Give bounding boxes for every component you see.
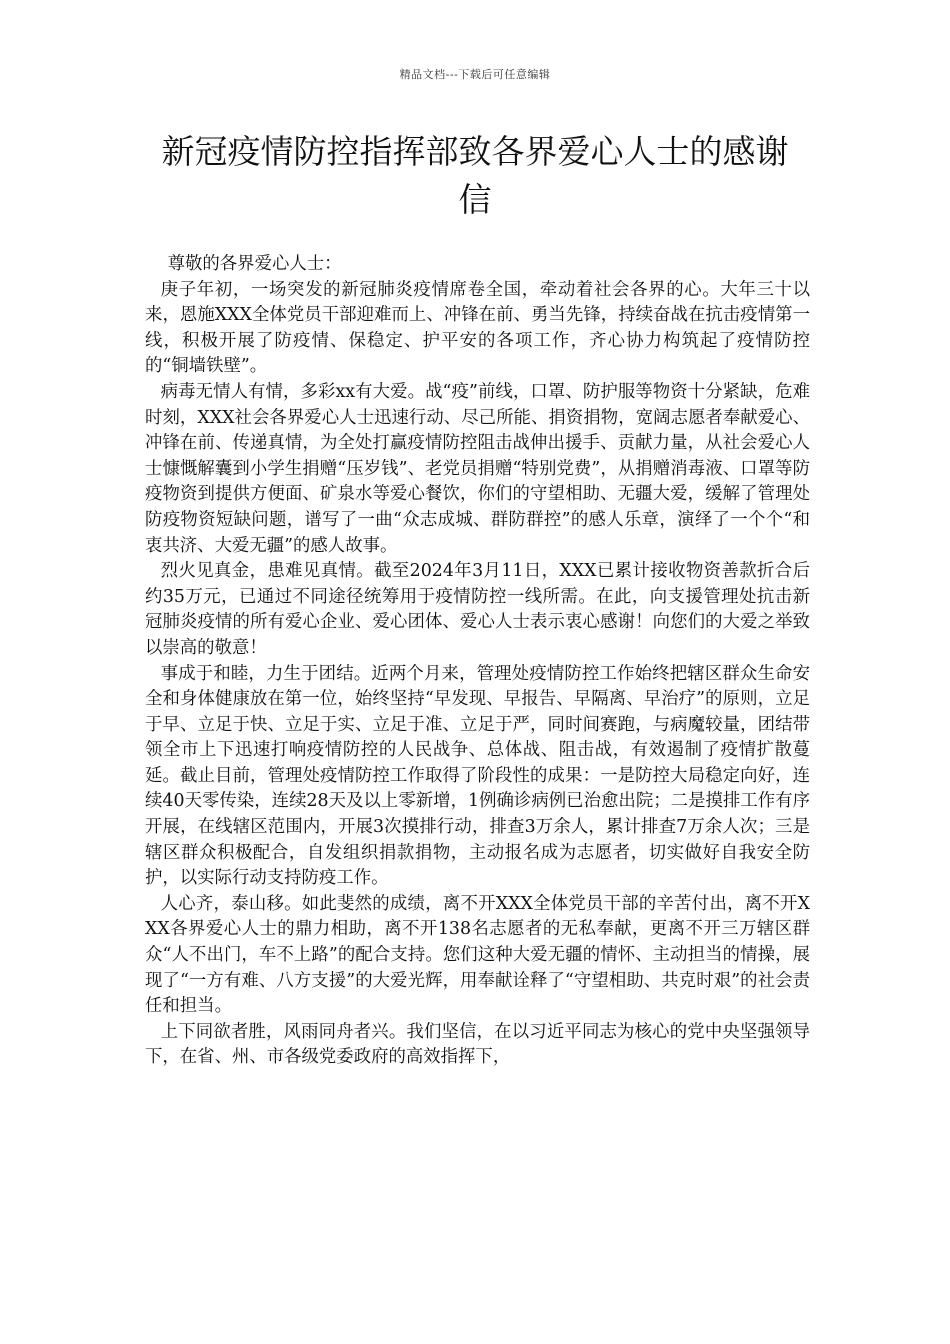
paragraph-5: 人心齐，泰山移。如此斐然的成绩，离不开XXX全体党员干部的辛苦付出，离不开XXX各界爱心人士的鼎力相助，离不开138名志愿者的无私奉献，更离不开三万辖区群众“人不出门，车不上路”的配合支持。您们这种大爱无疆的情怀、主动担当的情操，展现了“一方有难、八方支援”的大爱光辉，用奉献诠释了“守望相助、共克时艰”的社会责任和担当。 (145, 893, 810, 1017)
paragraph-4: 事成于和睦，力生于团结。近两个月来，管理处疫情防控工作始终把辖区群众生命安全和身体健康放在第一位，始终坚持“早发现、早报告、早隔离、早治疗”的原则，立足于早、立足于快、立足于实、立足于准、立足于严，同时间赛跑，与病魔较量，团结带领全市上下迅速打响疫情防控的人民战争、总体战、阻击战，有效遏制了疫情扩散蔓延。截止目前，管理处疫情防控工作取得了阶段性的成果：一是防控大局稳定向好，连续40天零传染，连续28天及以上零新增，1例确诊病例已治愈出院；二是摸排工作有序开展，在线辖区范围内，开展3次摸排行动，排查3万余人，累计排查7万余人次；三是辖区群众积极配合，自发组织捐款捐物，主动报名成为志愿者，切实做好自我安全防护，以实际行动支持防疫工作。 (145, 663, 810, 889)
document-title: 新冠疫情防控指挥部致各界爱心人士的感谢信 (161, 132, 789, 219)
letter-body (145, 252, 810, 1071)
paragraph-1: 庚子年初，一场突发的新冠肺炎疫情席卷全国，牵动着社会各界的心。大年三十以来，恩施XXX全体党员干部迎难而上、冲锋在前、勇当先锋，持续奋战在抗击疫情第一线，积极开展了防疫情、保稳定、护平安的各项工作，齐心协力构筑起了疫情防控的“铜墙铁壁”。 (145, 279, 810, 377)
paragraph-3: 烈火见真金，患难见真情。截至2024年3月11日，XXX已累计接收物资善款折合后约35万元，已通过不同途径统筹用于疫情防控一线所需。在此，向支援管理处抗击新冠肺炎疫情的所有爱心企业、爱心团体、爱心人士表示衷心感谢！向您们的大爱之举致以崇高的敬意！ (145, 561, 810, 658)
salutation: 尊敬的各界爱心人士： (167, 254, 342, 274)
paragraph-2: 病毒无情人有情，多彩xx有大爱。战“疫”前线，口罩、防护服等物资十分紧缺，危难时刻，XXX社会各界爱心人士迅速行动、尽己所能、捐资捐物，宽阔志愿者奉献爱心、冲锋在前、传递真情，为全处打赢疫情防控阻击战伸出援手、贡献力量，从社会爱心人士慷慨解囊到小学生捐赠“压岁钱”、老党员捐赠“特别党费”，从捐赠消毒液、口罩等防疫物资到提供方便面、矿泉水等爱心餐饮，你们的守望相助、无疆大爱，缓解了管理处防疫物资短缺问题，谱写了一曲“众志成城、群防群控”的感人乐章，演绎了一个个“和衷共济、大爱无疆”的感人故事。 (145, 381, 810, 556)
paragraph-6: 上下同欲者胜，风雨同舟者兴。我们坚信，在以习近平同志为核心的党中央坚强领导下，在省、州、市各级党委政府的高效指挥下， (145, 1021, 810, 1068)
page-header-note: 精品文档---下载后可任意编辑 (399, 68, 551, 81)
